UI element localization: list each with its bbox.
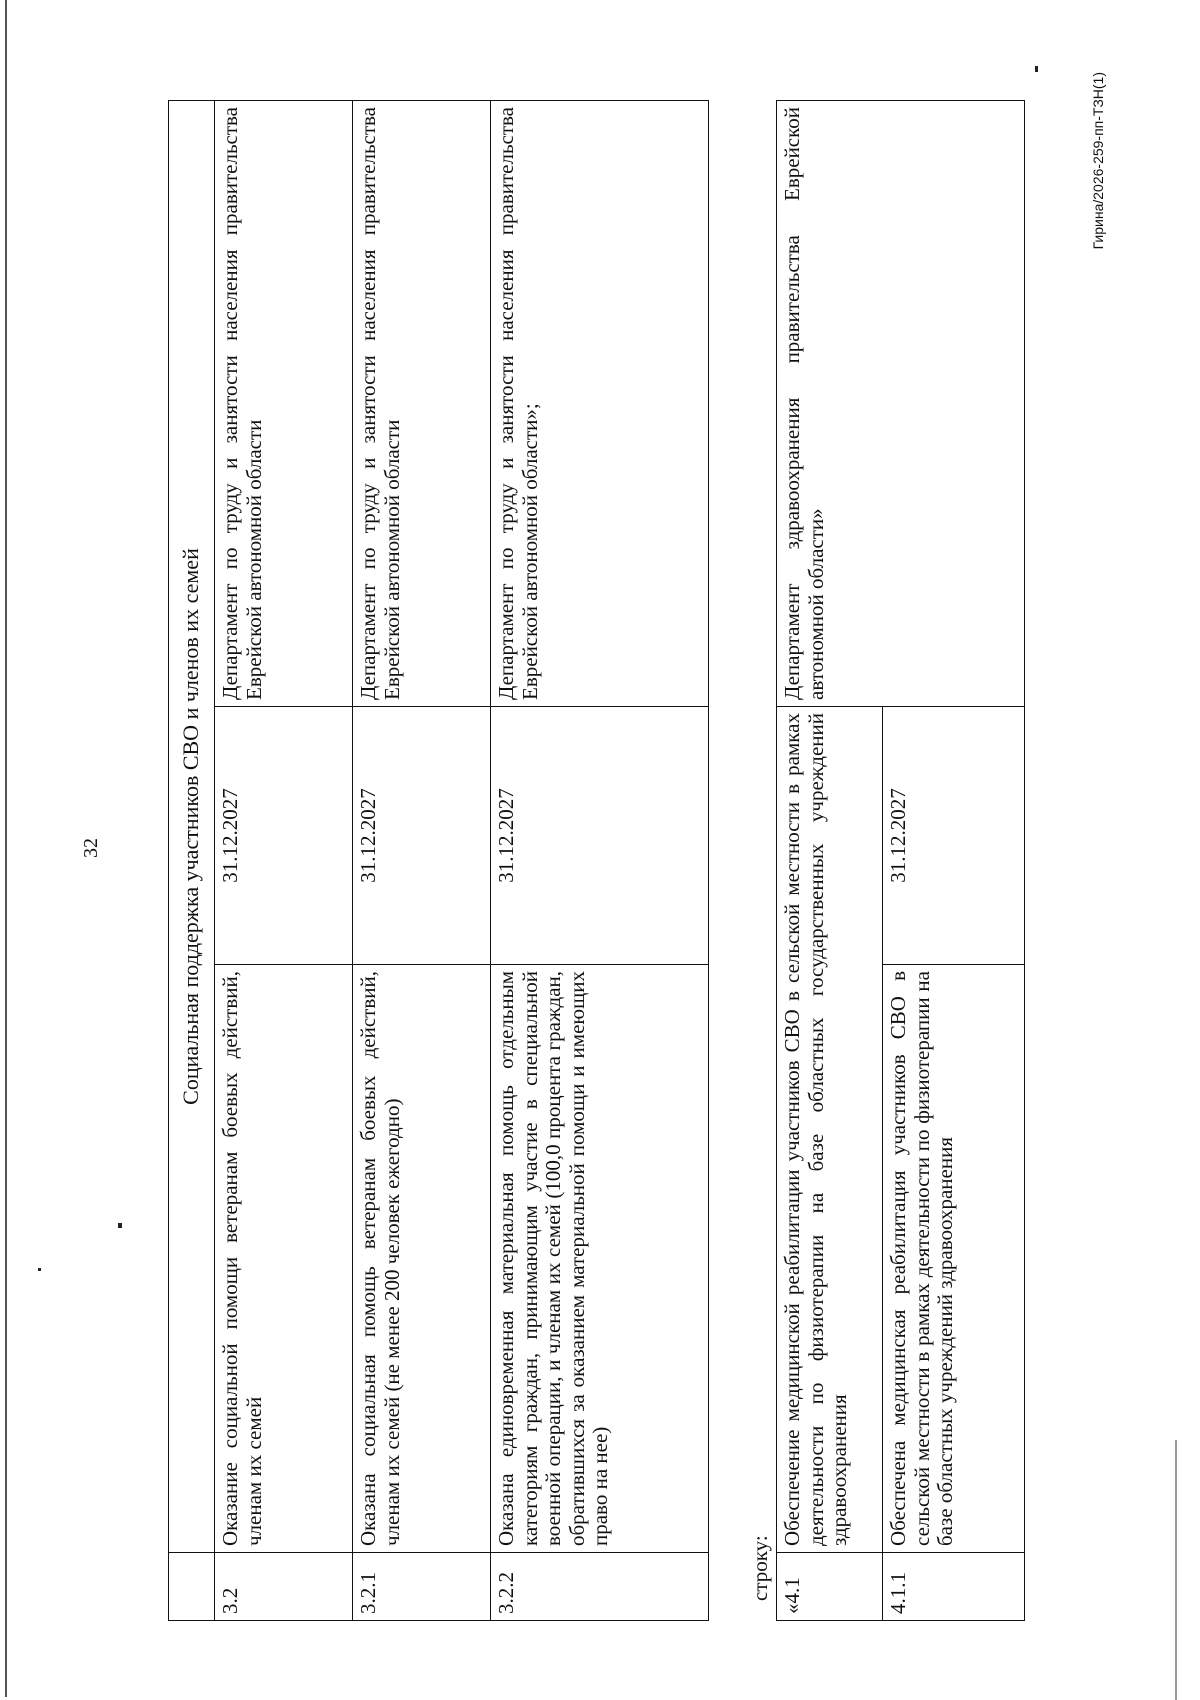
document-code: Гирина/2026-259-пп-ТЗН(1) (1090, 72, 1106, 250)
responsible-department: Департамент здравоохранения правительства Еврейской автономной области» (777, 101, 1025, 707)
table-row-section-header (169, 100, 215, 1620)
measures-table-section-3 (168, 100, 709, 1621)
table-row (215, 100, 353, 1620)
deadline-date: 31.12.2027 (353, 707, 491, 965)
responsible-department: Департамент по труду и занятости населения правительства Еврейской автономной области (353, 100, 491, 706)
responsible-department: Департамент по труду и занятости населения правительства Еврейской автономной области»; (491, 100, 709, 706)
measures-table-section-4 (776, 100, 1025, 1621)
table-row (353, 100, 491, 1620)
deadline-date: 31.12.2027 (883, 707, 1025, 965)
deadline-date: 31.12.2027 (215, 707, 353, 965)
row-number: 4.1.1 (883, 1553, 1025, 1621)
responsible-department: Департамент по труду и занятости населения правительства Еврейской автономной области (215, 100, 353, 706)
table-row (491, 100, 709, 1620)
measure-name: Оказана социальная помощь ветеранам боевых действий, членам их семей (не менее 200 человек ежегодно) (353, 965, 491, 1553)
row-number: 3.2.1 (353, 1553, 491, 1621)
table-row (777, 101, 883, 1621)
section-title: Социальная поддержка участников СВО и членов их семей (169, 100, 215, 1552)
page-number: 32 (80, 838, 102, 858)
empty-cell (169, 1553, 215, 1621)
measure-name: Оказана единовременная материальная помощь отдельным категориям граждан, принимающим участие в специальной военной операции, и членам их семей (100,0 процента граждан, обратившихся за оказанием материальной помощи и имеющих право на нее) (491, 965, 709, 1553)
measure-name: Оказание социальной помощи ветеранам боевых действий, членам их семей (215, 965, 353, 1553)
deadline-date: 31.12.2027 (491, 707, 709, 965)
connector-text: строку: (748, 1535, 772, 1601)
measure-name: Обеспечена медицинская реабилитация участников СВО в сельской местности в рамках деятельности по физиотерапии на базе областных учреждений здравоохранения (883, 965, 1025, 1553)
row-number: 3.2 (215, 1553, 353, 1621)
row-number: 3.2.2 (491, 1553, 709, 1621)
row-number: «4.1 (777, 1553, 883, 1621)
measure-name: Обеспечение медицинской реабилитации участников СВО в сельской местности в рамках деятельности по физиотерапии на базе областных государственных учреждений здравоохранения (777, 707, 883, 1553)
